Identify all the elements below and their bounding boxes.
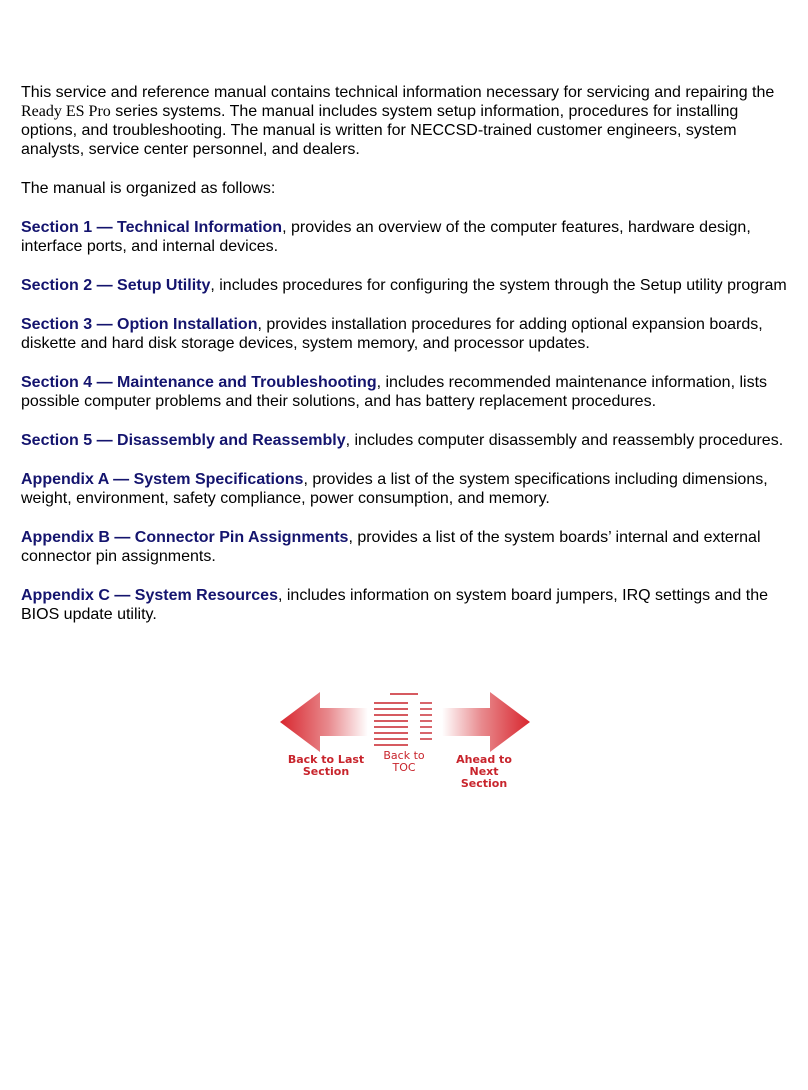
intro-paragraph <box>21 83 793 159</box>
section-1-entry <box>21 218 793 256</box>
section-2-link[interactable]: Section 2 — Setup Utility <box>21 277 211 294</box>
left-arrow-icon <box>280 690 368 752</box>
appendix-b-entry <box>21 528 793 566</box>
intro-text-2: series systems. The manual includes system setup information, procedures for installing options, and troubleshooting. The manual is written for NECCSD-trained customer engineers, system analysts, service center personnel, and dealers. <box>21 103 739 158</box>
appendix-c-entry <box>21 586 793 624</box>
toc-list-icon <box>370 690 440 750</box>
section-2-entry <box>21 276 793 295</box>
back-to-toc-label: Back to TOC <box>383 749 425 774</box>
appendix-c-link[interactable]: Appendix C — System Resources <box>21 587 278 604</box>
manual-content <box>21 83 793 644</box>
section-4-link[interactable]: Section 4 — Maintenance and Troubleshooting <box>21 374 377 391</box>
section-1-link[interactable]: Section 1 — Technical Information <box>21 219 283 236</box>
right-arrow-icon <box>440 690 530 752</box>
appendix-a-desc: , provides a list of the system specifications including dimensions, weight, environment, safety compliance, power consumption, and memory. <box>21 471 768 507</box>
back-to-last-section-label: Back to Last Section <box>287 753 365 778</box>
section-3-link[interactable]: Section 3 — Option Installation <box>21 316 258 333</box>
appendix-c-desc: , includes information on system board jumpers, IRQ settings and the BIOS update utility. <box>21 587 768 623</box>
organized-text: The manual is organized as follows: <box>21 180 276 197</box>
section-4-desc: , includes recommended maintenance information, lists possible computer problems and their solutions, and has battery replacement procedures. <box>21 374 768 410</box>
section-3-entry <box>21 315 793 353</box>
back-to-last-section-button[interactable] <box>280 690 368 785</box>
ahead-to-next-section-label: Ahead to Next Section <box>456 753 512 790</box>
appendix-a-link[interactable]: Appendix A — System Specifications <box>21 471 304 488</box>
section-5-entry <box>21 431 793 450</box>
appendix-b-link[interactable]: Appendix B — Connector Pin Assignments <box>21 529 349 546</box>
intro-text-1: This service and reference manual contains technical information necessary for servicing and repairing the <box>21 84 775 101</box>
section-5-desc: , includes computer disassembly and reassembly procedures. <box>345 432 784 449</box>
section-1-desc: , provides an overview of the computer features, hardware design, interface ports, and internal devices. <box>21 219 751 255</box>
section-2-desc: , includes procedures for configuring the system through the Setup utility program <box>210 277 787 294</box>
section-5-link[interactable]: Section 5 — Disassembly and Reassembly <box>21 432 346 449</box>
appendix-a-entry <box>21 470 793 508</box>
appendix-b-desc: , provides a list of the system boards’ internal and external connector pin assignments. <box>21 529 761 565</box>
section-3-desc: , provides installation procedures for adding optional expansion boards, diskette and hard disk storage devices, system memory, and processor updates. <box>21 316 763 352</box>
back-to-toc-button[interactable] <box>370 690 440 785</box>
product-name: Ready ES Pro <box>21 103 111 120</box>
navigation-bar <box>280 690 530 790</box>
section-4-entry <box>21 373 793 411</box>
ahead-to-next-section-button[interactable] <box>440 690 530 790</box>
